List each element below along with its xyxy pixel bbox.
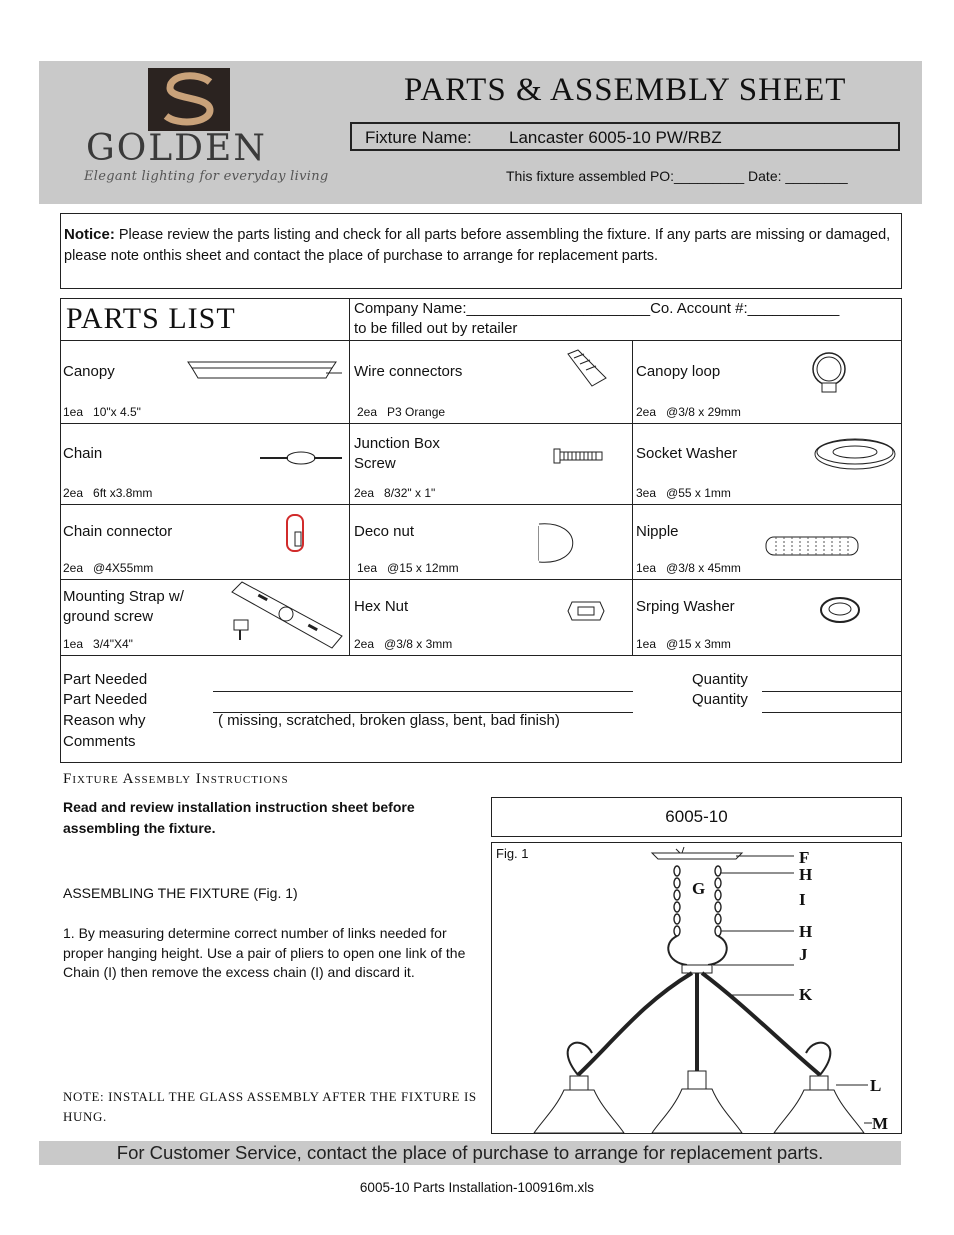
chain-icon xyxy=(258,448,344,468)
assembling-heading: ASSEMBLING THE FIXTURE (Fig. 1) xyxy=(63,885,298,901)
mounting-strap-icon xyxy=(228,580,346,656)
part-spec: 1ea 3/4"X4" xyxy=(63,637,133,651)
company-account-line: Company Name:______________________Co. Account #:___________ xyxy=(354,300,840,317)
label-l: L xyxy=(870,1076,882,1095)
label-h-2: H xyxy=(799,922,813,941)
part-name: Chain xyxy=(63,445,103,462)
retailer-fields xyxy=(354,299,839,339)
quantity-field-2[interactable] xyxy=(762,712,902,713)
customer-service-band: For Customer Service, contact the place of purchase to arrange for replacement parts. xyxy=(39,1141,901,1165)
part-spec: 1ea @15 x 12mm xyxy=(357,561,459,575)
retailer-note: to be filled out by retailer xyxy=(354,320,518,337)
part-name: Socket Washer xyxy=(636,445,738,462)
part-name: Canopy xyxy=(63,363,115,380)
part-spec: 3ea @55 x 1mm xyxy=(636,486,731,500)
quantity-label-2: Quantity xyxy=(692,691,748,708)
label-i: I xyxy=(799,890,806,909)
label-f: F xyxy=(799,848,810,867)
canopy-loop-icon xyxy=(810,350,848,394)
read-instructions: Read and review installation instruction sheet before assembling the fixture. xyxy=(63,799,415,836)
label-g: G xyxy=(692,879,706,898)
part-needed-label: Part Needed xyxy=(63,671,148,688)
part-name: Srping Washer xyxy=(636,598,735,615)
canopy-icon xyxy=(186,358,344,382)
reason-label: Reason why xyxy=(63,712,146,729)
label-j: J xyxy=(799,945,808,964)
comments-label: Comments xyxy=(63,733,136,750)
reason-hint: ( missing, scratched, broken glass, bent, bad finish) xyxy=(218,712,560,729)
part-name: Mounting Strap w/ ground screw xyxy=(63,588,184,625)
golden-logo-icon xyxy=(148,68,230,131)
part-name: Chain connector xyxy=(63,523,173,540)
deco-nut-icon xyxy=(534,520,580,568)
part-spec: 2ea @3/8 x 3mm xyxy=(354,637,453,651)
parts-list-title: PARTS LIST xyxy=(66,302,236,335)
file-name: 6005-10 Parts Installation-100916m.xls xyxy=(359,1180,595,1195)
figure-label: Fig. 1 xyxy=(496,846,529,861)
fixture-label: Fixture Name: xyxy=(365,128,472,147)
part-spec: 2ea @4X55mm xyxy=(63,561,154,575)
part-spec: 2ea @3/8 x 29mm xyxy=(636,405,741,419)
brand-wordmark: GOLDEN xyxy=(86,128,267,169)
glass-note: NOTE: INSTALL THE GLASS ASSEMBLY AFTER THE FIXTURE IS HUNG. xyxy=(63,1089,477,1124)
label-m: M xyxy=(872,1114,889,1133)
quantity-field[interactable] xyxy=(762,691,902,692)
spring-washer-icon xyxy=(818,594,862,626)
part-name: Wire connectors xyxy=(354,363,463,380)
part-needed-field[interactable] xyxy=(213,691,633,692)
nipple-icon xyxy=(762,534,864,558)
part-needed-label-2: Part Needed xyxy=(63,691,148,708)
part-spec: 2ea P3 Orange xyxy=(357,405,446,419)
brand-tagline: Elegant lighting for everyday living xyxy=(84,169,329,184)
part-spec: 2ea 8/32" x 1" xyxy=(354,486,436,500)
socket-washer-icon xyxy=(812,436,898,472)
hex-nut-icon xyxy=(566,598,606,624)
model-number-box: 6005-10 xyxy=(491,797,902,837)
part-name: Nipple xyxy=(636,523,679,540)
sheet-title: PARTS & ASSEMBLY SHEET xyxy=(404,72,847,108)
fixture-name-box xyxy=(350,122,900,151)
chain-connector-icon xyxy=(284,512,308,554)
part-name: Canopy loop xyxy=(636,363,721,380)
instructions-title: Fixture Assembly Instructions xyxy=(63,771,289,787)
po-date-line: This fixture assembled PO:_________ Date: ________ xyxy=(506,168,848,184)
label-h: H xyxy=(799,865,813,884)
part-name: Junction Box Screw xyxy=(354,435,440,472)
part-spec: 1ea 10"x 4.5" xyxy=(63,405,141,419)
label-k: K xyxy=(799,985,813,1004)
wire-connector-icon xyxy=(562,348,608,388)
fixture-value: Lancaster 6005-10 PW/RBZ xyxy=(509,128,722,147)
notice-text: Please review the parts listing and check for all parts before assembling the fixture. If any parts are missing or damaged, please note onthis sheet and contact the place of purchase to arrange for replacement parts. xyxy=(64,227,891,264)
part-name: Hex Nut xyxy=(354,598,409,615)
part-spec: 1ea @15 x 3mm xyxy=(636,637,731,651)
screw-icon xyxy=(552,447,606,465)
quantity-label: Quantity xyxy=(692,671,748,688)
notice-label: Notice: xyxy=(64,226,115,243)
part-name: Deco nut xyxy=(354,523,415,540)
step-1: 1. By measuring determine correct number of links needed for proper hanging height. Use a pair of pliers to open one link of the Chain (I) then remove the excess chain (I) and discard it. xyxy=(63,925,466,980)
part-spec: 1ea @3/8 x 45mm xyxy=(636,561,741,575)
notice-box xyxy=(60,213,902,289)
part-spec: 2ea 6ft x3.8mm xyxy=(63,486,153,500)
